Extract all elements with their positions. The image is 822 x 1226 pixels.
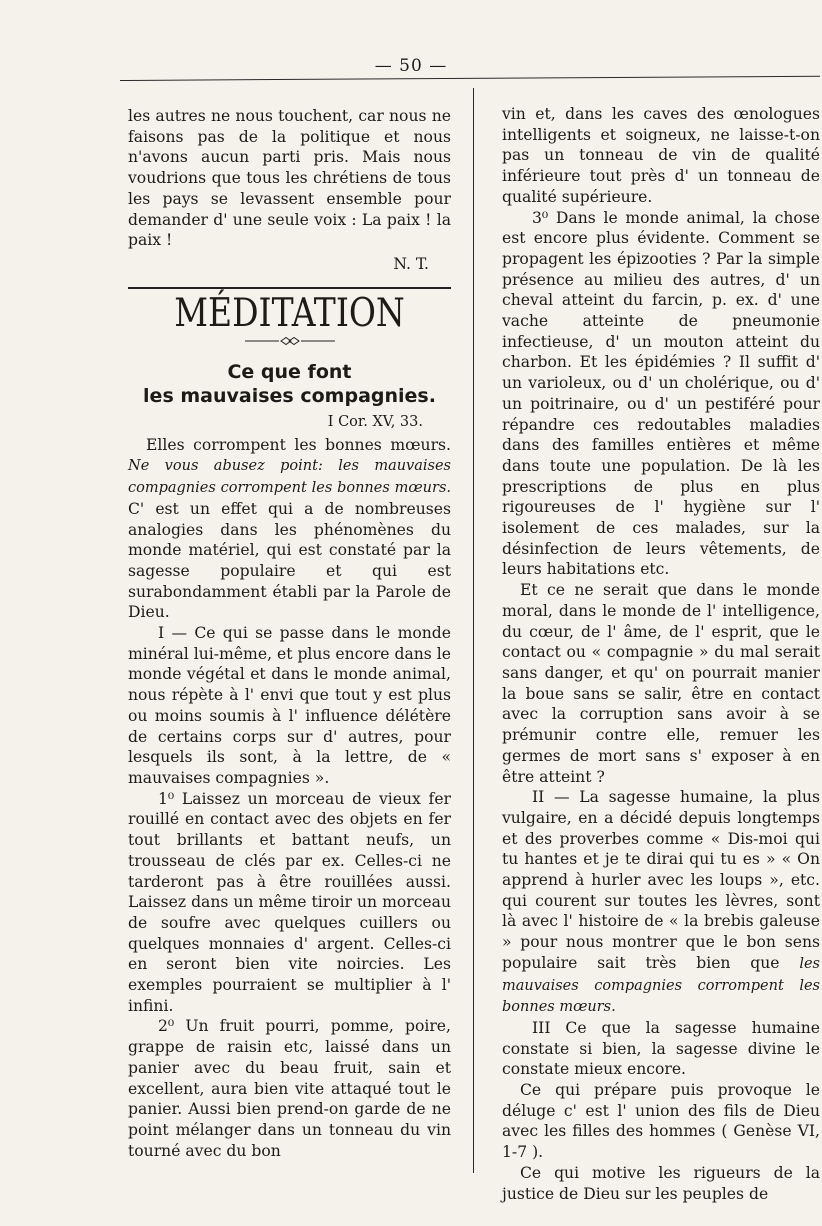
paragraph: Et ce ne serait que dans le monde moral, dans le monde de l' intelligence, du cœur, de l' âme, de l' esprit, que le contact ou « compagnie » du mal serait sans danger, et qu' on pourrait manier la boue sans se salir, être en contact avec la corruption sans avoir à se prémunir contre elle, remuer les germes de mort sans s' exposer à en être atteint ? [502, 581, 820, 786]
paragraph [502, 787, 820, 1018]
paragraph: Ce qui prépare puis provoque le déluge c' est l' union des fils de Dieu avec les filles des hommes ( Genèse VI, 1-7 ). [502, 1081, 820, 1162]
page-number: — 50 — [374, 56, 448, 76]
paragraph [128, 435, 451, 623]
paragraph: III Ce que la sagesse humaine constate si bien, la sagesse divine le constate mieux encore. [502, 1018, 820, 1079]
paragraph: vin et, dans les caves des œnologues intelligents et soigneux, ne laisse-t-on pas un tonneau de vin de qualité inférieure tout près d' un tonneau de qualité supérieure. [502, 105, 820, 206]
right-column [502, 104, 820, 1204]
paragraph: 3⁰ Dans le monde animal, la chose est encore plus évidente. Comment se propagent les épizooties ? Par la simple présence au milieu des autres, d' un cheval atteint du farcin, p. ex. d' une vache atteinte de pneumonie infectieuse, d' un mouton atteint du charbon. Et les épidémies ? Il suffit d' un varioleux, ou d' un cholérique, ou d' un poitrinaire, ou d' un pestiféré pour répandre ces redoutables maladies dans des familles entières et même dans toute une population. De là les prescriptions de plus en plus rigoureuses de l' hygiène sur l' isolement de ces malades, sur la désinfection de leurs vêtements, de leurs habitations etc. [502, 208, 820, 579]
italic-quote: Ne vous abusez point: les mauvaises compagnies corrompent les bonnes mœurs. [128, 458, 451, 497]
scripture-reference: I Cor. XV, 33. [327, 414, 423, 431]
header-rule [120, 76, 820, 81]
paragraph: Ce qui motive les rigueurs de la justice de Dieu sur les peuples de [502, 1163, 820, 1203]
author-signature: N. T. [393, 254, 429, 273]
meditation-subtitle [128, 360, 451, 408]
section-divider [128, 287, 451, 289]
ornament-divider [128, 333, 451, 354]
paragraph: I — Ce qui se passe dans le monde minéral lui-même, et plus encore dans le monde végétal et dans le monde animal, nous répète à l' envi que tout y est plus ou moins soumis à l' influence délétère de certains corps sur d' autres, pour lesquels ils sont, à la lettre, de « mauvaises compagnies ». [128, 624, 451, 787]
continuation-paragraph: les autres ne nous touchent, car nous ne faisons pas de la politique et nous n'avons aucun parti pris. Mais nous voudrions que tous les chrétiens de tous les pays se levassent ensemble pour demander d' une seule voix : La paix ! la paix ! [128, 107, 451, 250]
italic-quote: les mauvaises compagnies corrompent les bonnes mœurs. [502, 955, 820, 1016]
subtitle-line-1: Ce que font [227, 361, 352, 384]
ornament-icon [245, 336, 335, 346]
column-divider [473, 88, 474, 1173]
paragraph: 1⁰ Laissez un morceau de vieux fer rouillé en contact avec des objets en fer tout brillants et battant neufs, un trousseau de clés par ex. Celles-ci ne tarderont pas à être rouillées aussi. Laissez dans un même tiroir un morceau de soufre avec quelques cuillers ou quelques monnaies d' argent. Celles-ci en seront bien vite noircies. Les exemples pourraient se multiplier à l' infini. [128, 789, 451, 1015]
paragraph: 2⁰ Un fruit pourri, pomme, poire, grappe de raisin etc, laissé dans un panier avec du beau fruit, sain et excellent, aura bien vite attaqué tout le panier. Aussi bien prend-on garde de ne point mélanger dans un tonneau du vin tourné avec du bon [128, 1017, 451, 1160]
paragraph-text: Elles corrompent les bonnes mœurs. [146, 435, 451, 454]
paragraph-text: C' est un effet qui a de nombreuses analogies dans les phénomènes du monde matériel, qui est constaté par la sagesse populaire et qui est surabondamment établi par la Parole de Dieu. [128, 499, 451, 622]
left-column [128, 106, 451, 1161]
section-title: MÉDITATION [174, 288, 405, 335]
paragraph-text: II — La sagesse humaine, la plus vulgaire, en a décidé depuis longtemps et des proverbes comme « Dis-moi qui tu hantes et je te dirai qui tu es » « On apprend à hurler avec les loups », etc. qui courent sur toutes les lèvres, sont là avec l' histoire de « la brebis galeuse » pour nous montrer que le bon sens populaire sait très bien que [502, 788, 820, 972]
subtitle-line-2: les mauvaises compagnies. [143, 385, 436, 408]
